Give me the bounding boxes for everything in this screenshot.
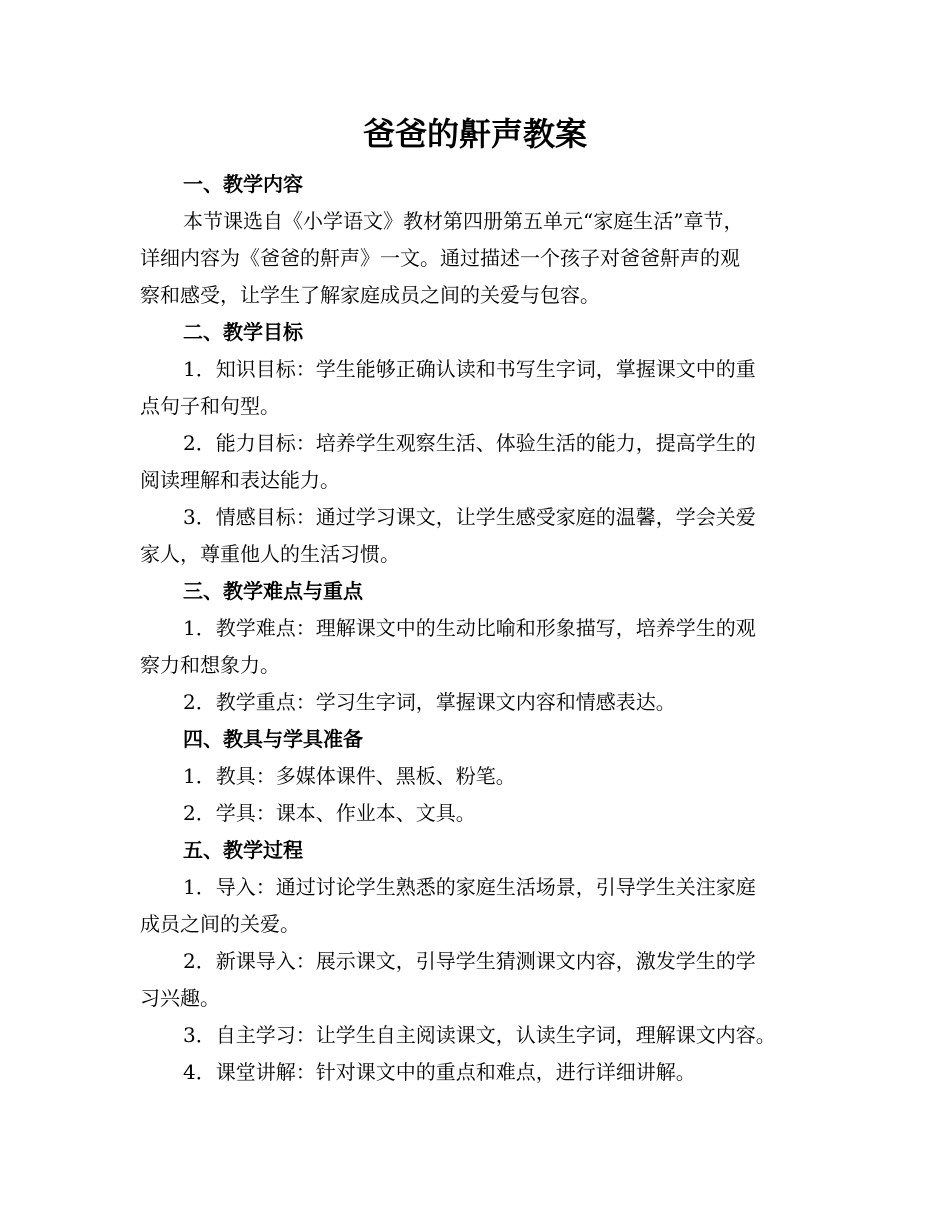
list-item-line: 阅读理解和表达能力。 [140, 468, 340, 492]
paragraph-line: 察和感受，让学生了解家庭成员之间的关爱与包容。 [140, 283, 600, 307]
list-item-line: 家人，尊重他人的生活习惯。 [140, 542, 400, 566]
section-heading-materials: 四、教具与学具准备 [183, 727, 363, 751]
section-heading-objectives: 二、教学目标 [183, 320, 303, 344]
list-item-line: 1．知识目标：学生能够正确认读和书写生字词，掌握课文中的重 [183, 357, 756, 381]
section-heading-process: 五、教学过程 [183, 838, 303, 862]
list-item-line: 2．学具：课本、作业本、文具。 [183, 801, 476, 825]
list-item-line: 3．情感目标：通过学习课文，让学生感受家庭的温馨，学会关爱 [183, 505, 756, 529]
list-item-line: 1．导入：通过讨论学生熟悉的家庭生活场景，引导学生关注家庭 [183, 875, 756, 899]
section-heading-content: 一、教学内容 [183, 172, 303, 196]
paragraph-line: 本节课选自《小学语文》教材第四册第五单元“家庭生活”章节， [183, 209, 744, 233]
section-heading-difficulties: 三、教学难点与重点 [183, 579, 363, 603]
list-item-line: 成员之间的关爱。 [140, 912, 300, 936]
list-item-line: 3．自主学习：让学生自主阅读课文，认读生字词，理解课文内容。 [183, 1023, 776, 1047]
list-item-line: 察力和想象力。 [140, 653, 280, 677]
paragraph-line: 详细内容为《爸爸的鼾声》一文。通过描述一个孩子对爸爸鼾声的观 [140, 246, 740, 270]
list-item-line: 1．教学难点：理解课文中的生动比喻和形象描写，培养学生的观 [183, 616, 756, 640]
list-item-line: 4．课堂讲解：针对课文中的重点和难点，进行详细讲解。 [183, 1060, 696, 1084]
list-item-line: 2．新课导入：展示课文，引导学生猜测课文内容，激发学生的学 [183, 949, 756, 973]
list-item-line: 2．教学重点：学习生字词，掌握课文内容和情感表达。 [183, 690, 676, 714]
list-item-line: 1．教具：多媒体课件、黑板、粉笔。 [183, 764, 516, 788]
list-item-line: 2．能力目标：培养学生观察生活、体验生活的能力，提高学生的 [183, 431, 756, 455]
list-item-line: 习兴趣。 [140, 986, 220, 1010]
list-item-line: 点句子和句型。 [140, 394, 280, 418]
document-title: 爸爸的鼾声教案 [362, 115, 587, 153]
